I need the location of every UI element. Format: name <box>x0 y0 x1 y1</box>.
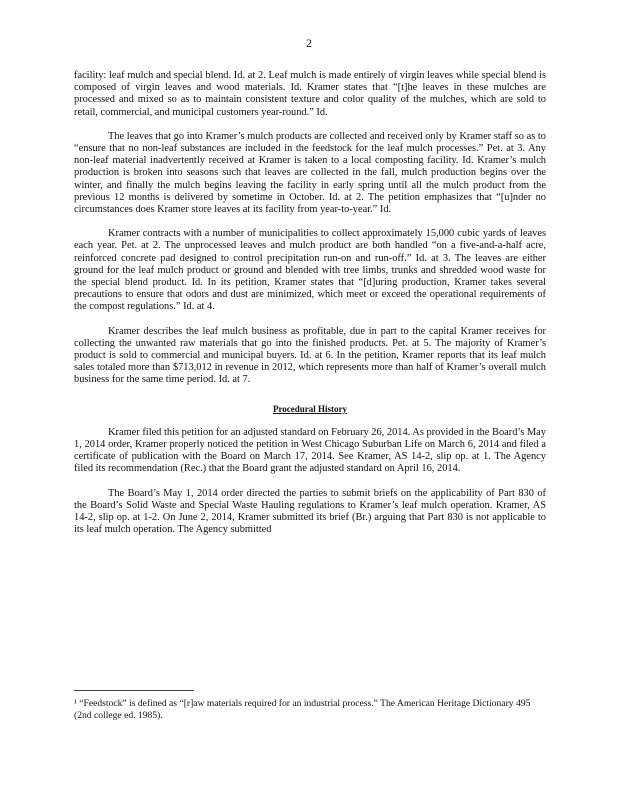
section-heading <box>74 403 546 415</box>
page-number: 2 <box>306 36 312 50</box>
footnote-divider <box>74 690 194 691</box>
section-heading-text: Procedural History <box>272 403 348 414</box>
document-body <box>74 70 546 549</box>
paragraph: Kramer describes the leaf mulch business as profitable, due in part to the capital Kramer receives for collecting the unwanted raw materials that go into the finished products. Pet. at 5. The majority of Kramer’s product is sold to commercial and municipal buyers. Id. at 6. In the petition, Kramer reports that its leaf mulch sales totaled more than $713,012 in revenue in 2012, which represents more than half of Kramer’s overall mulch business for the same time period. Id. at 7. <box>74 325 546 386</box>
paragraph: Kramer contracts with a number of municipalities to collect approximately 15,000 cubic yards of leaves each year. Pet. at 2. The unprocessed leaves and mulch product are both handled “on a five-and-a-half acre, reinforced concrete pad designed to control precipitation run-on and run-off.” Id. at 3. The leaves are either ground for the leaf mulch product or ground and blended with tree limbs, trunks and shredded wood waste for the special blend product. Id. In its petition, Kramer states that “[d]uring production, Kramer takes several precautions to ensure that odors and dust are minimized, which meet or exceed the operational requirements of the compost regulations.” Id. at 4. <box>74 228 546 313</box>
paragraph: The leaves that go into Kramer’s mulch products are collected and received only by Kramer staff so as to “ensure that no non-leaf substances are included in the feedstock for the leaf mulch processes.” Pet. at 3. Any non-leaf material inadvertently received at Kramer is taken to a local composting facility. Id. Kramer’s mulch production is broken into seasons such that leaves are collected in the fall, mulch production begins over the winter, and finally the mulch begins leaving the facility in early spring until all the mulch product from the previous 12 months is delivered by sometime in October. Id. at 2. The petition emphasizes that “[u]nder no circumstances does Kramer store leaves at its facility from year-to-year.” Id. <box>74 130 546 216</box>
footnote: ¹ “Feedstock” is defined as “[r]aw materials required for an industrial process.” The American Heritage Dictionary 495 (2nd college ed. 1985). <box>74 698 531 721</box>
paragraph-continued: facility: leaf mulch and special blend. Id. at 2. Leaf mulch is made entirely of virgin leaves while special blend is composed of virgin leaves and wood materials. Id. Kramer states that “[t]he leaves in these mulches are processed and mixed so as to maintain consistent texture and color quality of the mulches, which are sold to retail, commercial, and municipal customers year-round.” Id. <box>74 70 546 118</box>
paragraph: The Board’s May 1, 2014 order directed the parties to submit briefs on the applicability of Part 830 of the Board’s Solid Waste and Special Waste Hauling regulations to Kramer’s leaf mulch operation. Kramer, AS 14-2, slip op. at 1-2. On June 2, 2014, Kramer submitted its brief (Br.) arguing that Part 830 is not applicable to its leaf mulch operation. The Agency submitted <box>74 487 546 536</box>
paragraph: Kramer filed this petition for an adjusted standard on February 26, 2014. As provided in the Board’s May 1, 2014 order, Kramer properly noticed the petition in West Chicago Suburban Life on March 6, 2014 and filed a certificate of publication with the Board on March 17, 2014. See Kramer, AS 14-2, slip op. at 1. The Agency filed its recommendation (Rec.) that the Board grant the adjusted standard on April 16, 2014. <box>74 426 546 475</box>
